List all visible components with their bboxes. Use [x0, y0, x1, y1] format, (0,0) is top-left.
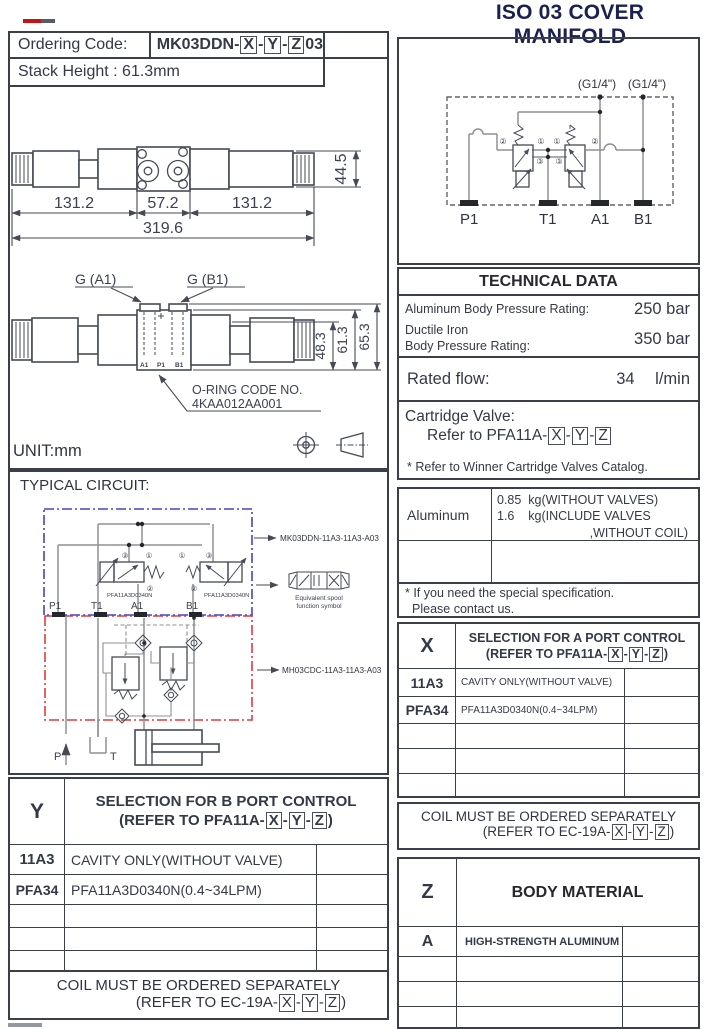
y-row1-extra — [317, 845, 387, 875]
technical-data-box — [397, 267, 700, 480]
z-empty-cell — [457, 982, 623, 1007]
code-z-box: Z — [288, 36, 304, 55]
flow-value: 34 — [616, 369, 635, 388]
code-suffix: 03 — [305, 35, 323, 53]
weight-line1: 0.85 kg(WITHOUT VALVES) — [497, 493, 659, 507]
code-prefix: MK03DDN- — [156, 35, 240, 53]
z-empty-cell — [399, 1007, 457, 1027]
dim-height: 44.5 — [333, 153, 350, 185]
y-empty-cell — [317, 951, 387, 970]
x-empty-cell — [456, 724, 625, 749]
drawing-side-view — [12, 271, 381, 460]
red-mark — [23, 19, 41, 23]
spool-caption-1: Equivalent spool — [295, 595, 343, 602]
dim-131-right: 131.2 — [231, 195, 273, 212]
circuit-port-p1: P1 — [49, 601, 62, 612]
coil-note-line2: (REFER TO EC-19A- X - Y - Z ) — [135, 994, 347, 1011]
dim-total: 319.6 — [142, 220, 184, 237]
x-empty-cell — [456, 749, 625, 774]
rated-flow-row — [399, 358, 698, 402]
gauge-port-b-label: G (B1) — [187, 271, 229, 287]
circled-3: ③ — [121, 551, 129, 560]
z-empty-cell — [399, 982, 457, 1007]
y-row1-code: 11A3 — [10, 845, 65, 875]
stack-height-label: Stack Height : 61.3mm — [18, 63, 180, 80]
spool-caption-2: function symbol — [296, 603, 342, 610]
row-label-line2: Body Pressure Rating: — [405, 339, 531, 353]
subplate-code-label: MH03CDC-11A3-11A3-A03 — [282, 666, 382, 675]
circled-1: ① — [553, 137, 561, 146]
schematic-port-a1: A1 — [591, 211, 610, 228]
weight-empty-material — [399, 541, 492, 582]
cylinder-symbol — [135, 730, 219, 765]
cartridge-label: Cartridge Valve: — [405, 408, 515, 425]
circled-2: ② — [591, 137, 599, 146]
side-port-b1: B1 — [175, 362, 184, 369]
circled-1: ① — [178, 551, 186, 560]
circuit-lines-lower — [66, 616, 202, 737]
special-spec-line2: Please contact us. — [412, 601, 515, 616]
weight-line3: ,WITHOUT COIL) — [589, 525, 688, 540]
x-empty-cell — [625, 774, 698, 796]
valve-symbol-left — [96, 551, 164, 599]
circled-2: ② — [190, 584, 198, 593]
z-table-key: Z — [399, 859, 457, 927]
z-row1-code: A — [399, 927, 457, 957]
coil-note-line1: COIL MUST BE ORDERED SEPARATELY — [420, 809, 677, 824]
x-table-header — [456, 624, 698, 669]
circuit-port-b1: B1 — [186, 601, 199, 612]
z-empty-cell — [457, 957, 623, 982]
z-row1-desc: HIGH-STRENGTH ALUMINUM — [457, 927, 623, 957]
circled-3: ③ — [555, 157, 563, 166]
weight-line2: 1.6 kg(INCLUDE VALVES — [497, 509, 651, 524]
manifold-code-label: MK03DDN-11A3-11A3-A03 — [280, 534, 379, 543]
dim-48: 48.3 — [312, 332, 328, 360]
catalog-note: * Refer to Winner Cartridge Valves Catalog. — [407, 460, 648, 474]
y-table-key: Y — [10, 779, 65, 845]
x-empty-cell — [456, 774, 625, 796]
x-empty-cell — [399, 774, 456, 796]
code-x-box: X — [240, 36, 257, 55]
stack-height-row — [8, 57, 325, 87]
g14-right-label: (G1/4") — [627, 77, 667, 91]
circuit-port-t1: T1 — [91, 601, 103, 612]
y-table-header — [65, 779, 387, 845]
code-y-box: Y — [264, 36, 281, 55]
side-port-p1: P1 — [157, 362, 165, 369]
row-value: 250 bar — [634, 299, 690, 318]
z-empty-cell — [623, 957, 698, 982]
x-table-key: X — [399, 624, 456, 669]
g14-left-label: (G1/4") — [577, 77, 617, 91]
dim-61: 61.3 — [334, 326, 350, 354]
x-row1-extra — [625, 669, 698, 697]
x-row1-desc: CAVITY ONLY(WITHOUT VALVE) — [456, 669, 625, 697]
coil-note-line2: (REFER TO EC-19A- X - Y - Z ) — [482, 824, 675, 839]
row-value — [616, 370, 690, 389]
row-label — [405, 323, 530, 354]
y-row2-code: PFA34 — [10, 875, 65, 905]
x-table — [397, 622, 700, 798]
typical-circuit-title: TYPICAL CIRCUIT: — [20, 477, 150, 494]
technical-data-title: TECHNICAL DATA — [399, 269, 698, 296]
dim-57: 57.2 — [147, 195, 179, 212]
projection-symbol-icon — [293, 432, 368, 458]
x-row2-desc: PFA11A3D0340N(0.4~34LPM) — [456, 697, 625, 724]
ordering-ext-cell — [323, 31, 389, 59]
x-table-ref: (REFER TO PFA11A- X - Y - Z ) — [485, 647, 669, 661]
x-empty-cell — [625, 724, 698, 749]
gauge-port-a-label: G (A1) — [75, 271, 117, 287]
p-label: P — [54, 751, 62, 763]
schematic-port-b1: B1 — [634, 211, 653, 228]
pressure-rating-iron-row — [399, 322, 698, 358]
y-row1-desc: CAVITY ONLY(WITHOUT VALVE) — [65, 845, 317, 875]
row-label: Rated flow: — [407, 369, 490, 388]
row-label-line1: Ductile Iron — [405, 323, 469, 338]
pressure-rating-aluminum-row — [399, 296, 698, 322]
z-table — [397, 857, 700, 1029]
valve-symbol-right — [179, 551, 250, 599]
side-port-a1: A1 — [140, 362, 149, 369]
circled-2: ② — [146, 584, 154, 593]
footer-smudge — [8, 1023, 42, 1027]
ordering-code-row — [8, 31, 325, 59]
row-value: 350 bar — [634, 329, 690, 348]
y-table — [8, 777, 389, 972]
circuit-callouts — [254, 534, 382, 675]
cartridge-valve-left — [513, 125, 533, 189]
x-row2-extra — [625, 697, 698, 724]
y-empty-cell — [65, 928, 317, 951]
y-row2-desc: PFA11A3D0340N(0.4~34LPM) — [65, 875, 317, 905]
circuit-port-a1: A1 — [131, 601, 144, 612]
circled-3: ③ — [536, 157, 544, 166]
ordering-code-label: Ordering Code: — [10, 33, 151, 57]
y-row2-extra — [317, 875, 387, 905]
z-empty-cell — [399, 957, 457, 982]
weight-material: Aluminum — [399, 489, 492, 540]
z-empty-cell — [623, 1007, 698, 1027]
page-title: ISO 03 COVER MANIFOLD — [495, 1, 645, 48]
circled-2: ② — [499, 137, 507, 146]
dim-131-left: 131.2 — [53, 195, 95, 212]
y-table-title: SELECTION FOR B PORT CONTROL — [95, 792, 357, 810]
schematic-lines — [469, 94, 646, 200]
dim-65: 65.3 — [356, 323, 372, 351]
typical-circuit-schematic — [10, 472, 387, 773]
x-empty-cell — [625, 749, 698, 774]
schematic-boundary — [447, 97, 673, 205]
circled-3: ③ — [205, 551, 213, 560]
y-table-ref: (REFER TO PFA11A- X - Y - Z ) — [119, 811, 333, 829]
y-empty-cell — [10, 928, 65, 951]
y-empty-cell — [10, 951, 65, 970]
schematic-port-t1: T1 — [539, 211, 557, 228]
oring-note-line1: O-RING CODE NO. — [192, 383, 303, 397]
weight-table — [397, 487, 700, 618]
t-label: T — [110, 751, 117, 763]
unit-note: UNIT:mm — [13, 442, 82, 460]
flow-unit: l/min — [655, 369, 690, 388]
technical-drawings — [9, 88, 388, 469]
y-empty-cell — [65, 905, 317, 928]
z-row1-extra — [623, 927, 698, 957]
x-row1-code: 11A3 — [399, 669, 456, 697]
x-row2-code: PFA34 — [399, 697, 456, 724]
code-sep: - — [282, 35, 288, 53]
special-spec-note — [399, 584, 698, 617]
circled-1: ① — [537, 137, 545, 146]
row-label: Aluminum Body Pressure Rating: — [405, 302, 590, 316]
equivalent-spool-symbol-icon — [289, 572, 349, 589]
ordering-code-value — [151, 36, 323, 55]
coil-note-left — [8, 970, 389, 1020]
subplate-frame — [45, 616, 252, 720]
y-empty-cell — [317, 905, 387, 928]
weight-empty-values — [492, 541, 698, 582]
cartridge-ref: Refer to PFA11A- X - Y - Z — [405, 427, 690, 445]
y-empty-cell — [65, 951, 317, 970]
oring-note-line2: 4KAA012AA001 — [192, 397, 283, 411]
schematic-ports — [460, 200, 652, 228]
z-empty-cell — [457, 1007, 623, 1027]
z-table-title: BODY MATERIAL — [457, 859, 698, 927]
pressure-tank-symbols — [54, 720, 117, 765]
valve-label-left: PFA11A3D0340N — [107, 593, 153, 599]
coil-note-line1: COIL MUST BE ORDERED SEPARATELY — [56, 977, 341, 994]
manifold-schematic — [397, 37, 700, 265]
circled-1: ① — [145, 551, 153, 560]
y-empty-cell — [10, 905, 65, 928]
x-empty-cell — [399, 749, 456, 774]
coil-note-right — [397, 802, 700, 850]
cartridge-valve-right — [565, 125, 585, 189]
weight-values — [492, 489, 698, 540]
schematic-port-p1: P1 — [460, 211, 479, 228]
drawing-top-view — [12, 147, 361, 246]
special-spec-line1: * If you need the special specification. — [405, 586, 615, 600]
z-empty-cell — [623, 982, 698, 1007]
y-empty-cell — [317, 928, 387, 951]
x-empty-cell — [399, 724, 456, 749]
dark-mark — [41, 19, 55, 23]
cartridge-valve-note — [399, 402, 698, 445]
valve-label-right: PFA11A3D0340N — [204, 593, 250, 599]
x-table-title: SELECTION FOR A PORT CONTROL — [468, 630, 686, 645]
code-sep: - — [258, 35, 264, 53]
